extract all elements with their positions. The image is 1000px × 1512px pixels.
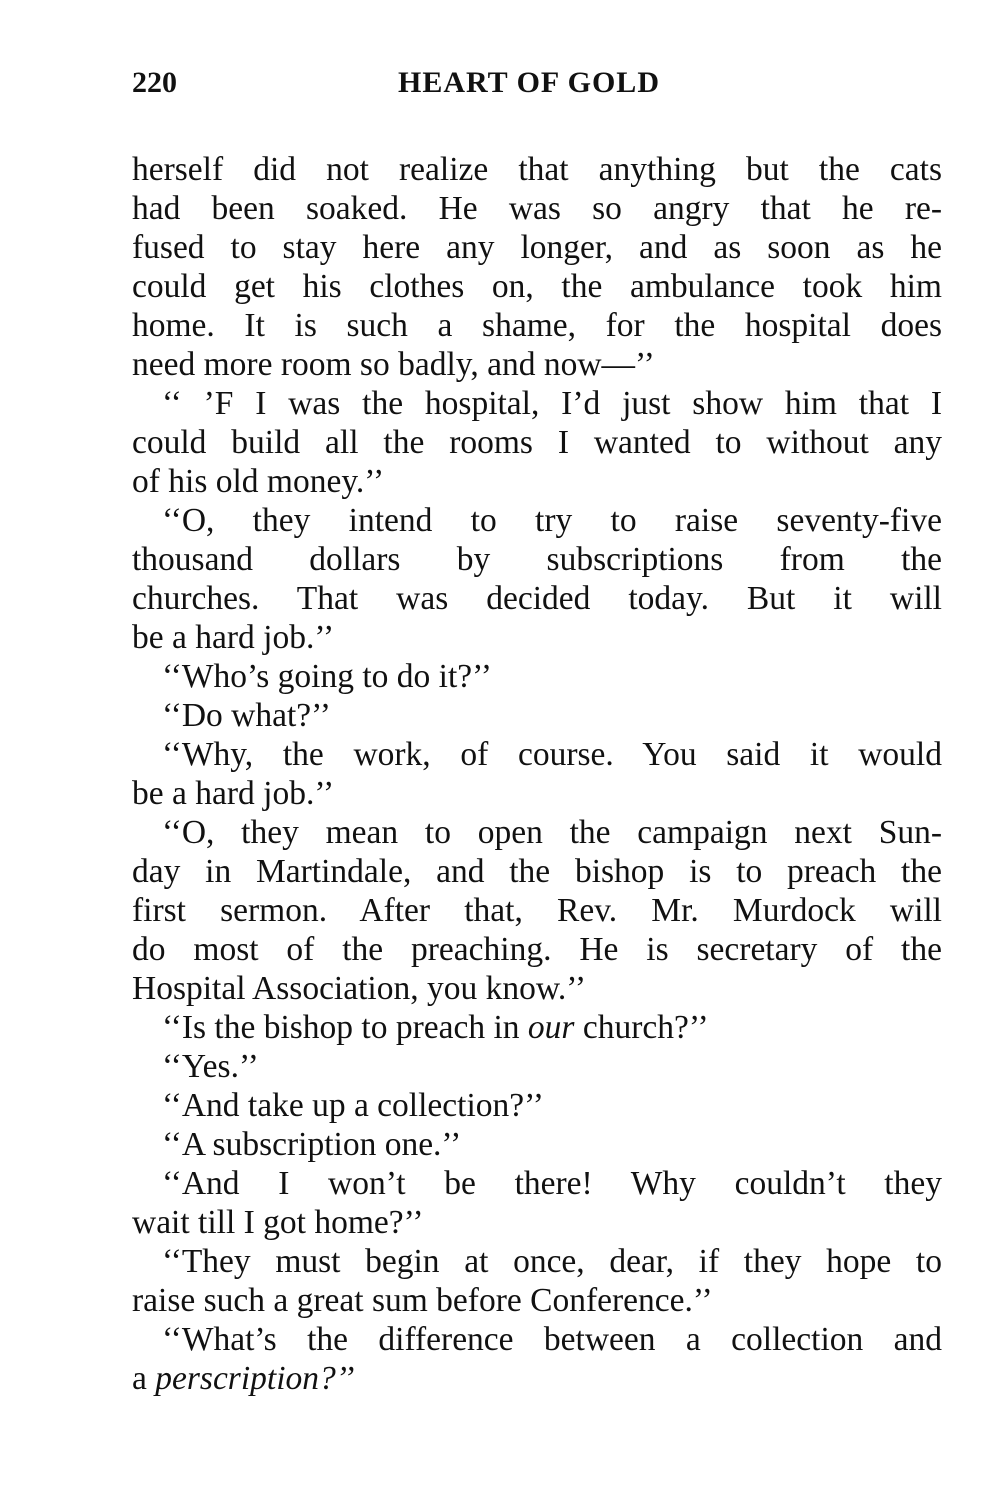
text-line — [132, 1008, 942, 1047]
text-line: ‘‘O, they intend to try to raise seventy-five — [162, 502, 942, 539]
text-line: had been soaked. He was so angry that he re- — [132, 190, 942, 227]
text-line: ‘‘O, they mean to open the campaign next Sun- — [162, 814, 942, 851]
italic-emphasis: our — [527, 1009, 575, 1046]
page-number: 220 — [132, 66, 177, 99]
text-line: ‘‘A subscription one.’’ — [162, 1126, 462, 1163]
page-header — [132, 66, 942, 110]
text-line: ‘‘Yes.’’ — [162, 1048, 259, 1085]
text-line: do most of the preaching. He is secretary of the — [132, 931, 942, 968]
text-line: ‘‘Do what?’’ — [162, 697, 331, 734]
text-fragment: church?’’ — [574, 1009, 709, 1046]
body-text — [132, 150, 942, 1398]
text-line: home. It is such a shame, for the hospital does — [132, 307, 942, 344]
text-line: Hospital Association, you know.’’ — [132, 970, 587, 1007]
text-line: ‘‘Who’s going to do it?’’ — [162, 658, 492, 695]
text-line: first sermon. After that, Rev. Mr. Murdock will — [132, 892, 942, 929]
text-line: of his old money.’’ — [132, 463, 385, 500]
running-title: HEART OF GOLD — [398, 66, 660, 99]
text-line: ‘‘Why, the work, of course. You said it would — [162, 736, 942, 773]
text-line: raise such a great sum before Conference.’’ — [132, 1282, 713, 1319]
text-line: herself did not realize that anything but the cats — [132, 151, 942, 188]
text-line: day in Martindale, and the bishop is to preach the — [132, 853, 942, 890]
text-line: be a hard job.’’ — [132, 775, 335, 812]
text-fragment: a — [132, 1360, 156, 1397]
text-line: be a hard job.’’ — [132, 619, 335, 656]
text-line: ‘‘And I won’t be there! Why couldn’t they — [162, 1165, 942, 1202]
italic-emphasis: perscription?’’ — [155, 1360, 355, 1397]
text-fragment: ‘‘Is the bishop to preach in — [162, 1009, 528, 1046]
text-line: ‘‘ ’F I was the hospital, I’d just show him that I — [162, 385, 942, 422]
text-line: need more room so badly, and now—’’ — [132, 346, 655, 383]
text-line: could get his clothes on, the ambulance took him — [132, 268, 942, 305]
text-line: ‘‘What’s the difference between a collection and — [162, 1321, 942, 1358]
text-line: could build all the rooms I wanted to without any — [132, 424, 942, 461]
text-line: fused to stay here any longer, and as soon as he — [132, 229, 942, 266]
text-line: thousand dollars by subscriptions from the — [132, 541, 942, 578]
text-line: churches. That was decided today. But it will — [132, 580, 942, 617]
text-line — [132, 1359, 942, 1398]
text-line: wait till I got home?’’ — [132, 1204, 424, 1241]
text-line: ‘‘They must begin at once, dear, if they hope to — [162, 1243, 942, 1280]
text-line: ‘‘And take up a collection?’’ — [162, 1087, 544, 1124]
